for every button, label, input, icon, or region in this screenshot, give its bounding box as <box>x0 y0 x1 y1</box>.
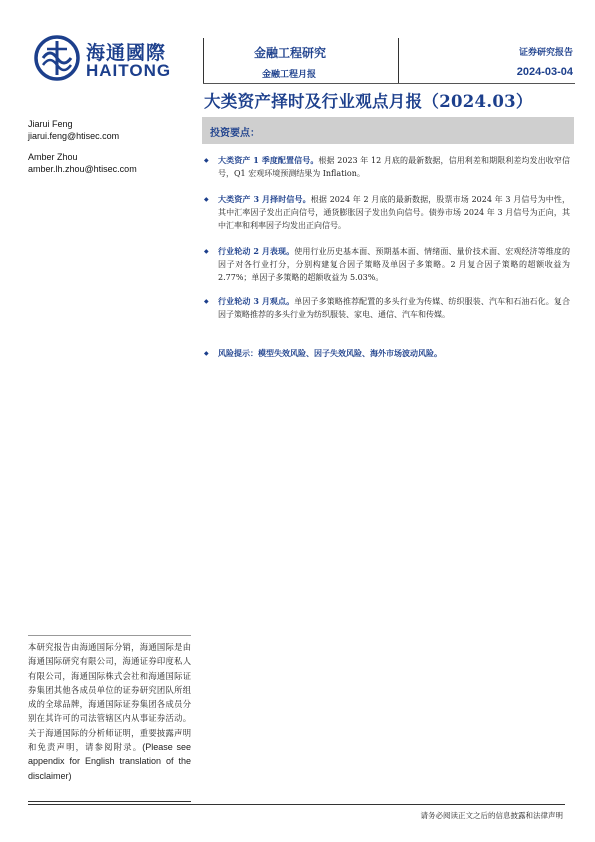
key-point-head: 行业轮动 2 月表现。 <box>218 246 295 256</box>
risk-warning: ◆ 风险提示：模型失效风险、因子失效风险、海外市场波动风险。 <box>204 347 442 360</box>
key-point <box>204 295 570 321</box>
author-name: Amber Zhou <box>28 152 78 162</box>
haitong-emblem-icon <box>34 35 80 81</box>
key-point-head: 行业轮动 3 月观点。 <box>218 296 295 306</box>
haitong-logo <box>34 35 174 83</box>
key-point-body: 单因子多策略推荐配置的多头行业为传媒、纺织服装、汽车和石油石化。复合因子策略推荐的多头行业为纺织服装、家电、通信、汽车和传媒。 <box>218 297 571 320</box>
key-point-body: 使用行业历史基本面、预期基本面、情绪面、量价技术面、宏观经济等维度的因子对各行业打分，分别构建复合因子策略及单因子多策略。2 月复合因子策略的超额收益为 2.77%；单因子多策略的超额收益为 5.03%。 <box>218 247 571 283</box>
disclaimer-top-rule <box>28 635 191 636</box>
author-email[interactable]: jiarui.feng@htisec.com <box>28 131 120 141</box>
key-points-heading: 投资要点： <box>210 128 260 139</box>
header-underline <box>203 83 575 84</box>
department: 金融工程研究 <box>254 46 327 60</box>
sub-department: 金融工程月报 <box>262 70 317 80</box>
author-2 <box>28 151 137 175</box>
key-point-head: 大类资产 3 月择时信号。 <box>218 194 311 204</box>
brand-name-en: HAITONG <box>86 61 172 80</box>
header-divider-right <box>398 38 399 84</box>
author-email[interactable]: amber.lh.zhou@htisec.com <box>28 164 137 174</box>
report-title: 大类资产择时及行业观点月报（2024.03） <box>204 92 533 111</box>
key-point-head: 大类资产 1 季度配置信号。 <box>218 155 319 165</box>
footer-notice: 请务必阅读正文之后的信息披露和法律声明 <box>420 811 563 820</box>
author-1 <box>28 118 119 142</box>
brand-name-cn: 海通國際 <box>86 42 167 64</box>
author-name: Jiarui Feng <box>28 119 73 129</box>
key-point <box>204 193 570 233</box>
header-divider-left <box>203 38 204 84</box>
report-date: 2024-03-04 <box>516 66 573 78</box>
report-type: 证券研究报告 <box>518 48 573 58</box>
disclaimer-bottom-rule <box>28 801 191 802</box>
footer-rule <box>28 804 565 805</box>
key-point <box>204 245 570 285</box>
disclaimer <box>28 640 191 783</box>
key-point-body: 根据 2023 年 12 月底的最新数据，信用利差和期限利差均发出收窄信号，Q1 宏观环境预测结果为 Inflation。 <box>218 156 570 179</box>
key-points-header <box>202 117 574 144</box>
disclaimer-en: (Please see appendix for English translation of the disclaimer) <box>28 742 191 781</box>
key-point <box>204 154 570 180</box>
disclaimer-cn: 本研究报告由海通国际分销，海通国际是由海通国际研究有限公司，海通证券印度私人有限公司，海通国际株式会社和海通国际证券集团其他各成员单位的证券研究团队所组成的全球品牌，海通国际证券集团各成员分别在其许可的司法管辖区内从事证券活动。关于海通国际的分析师证明，重要披露声明和免责声明，请参阅附录。 <box>28 642 191 753</box>
key-point-body: 根据 2024 年 2 月底的最新数据，股票市场 2024 年 3 月信号为中性，其中汇率因子发出正向信号，通货膨胀因子发出负向信号。债券市场 2024 年 3 月信号为正向，其中汇率和利率因子均发出正向信号。 <box>218 195 570 231</box>
